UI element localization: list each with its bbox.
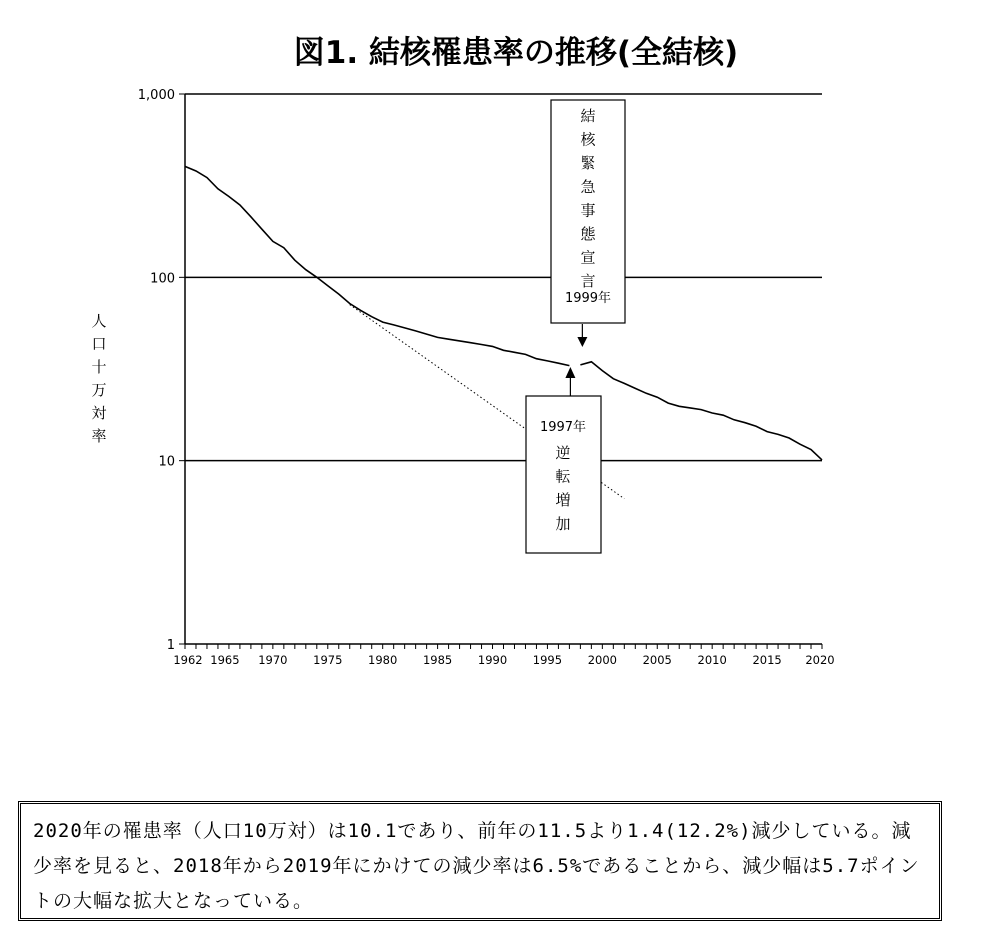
y-axis-label-char: 対: [91, 404, 107, 422]
annotation-1997-char: 加: [555, 514, 571, 533]
annotation-1999-arrow-head: [577, 337, 587, 347]
annotation-1999-char: 事: [580, 201, 596, 220]
annotation-1999-char: 態: [580, 225, 596, 243]
x-tick-label: 1975: [313, 653, 343, 667]
annotation-1997-year: 1997年: [539, 420, 587, 435]
incidence-line-1: [185, 166, 569, 365]
gridlines: [179, 94, 822, 649]
y-tick-label: 10: [158, 454, 175, 470]
y-axis-label-char: 口: [91, 335, 107, 353]
y-axis-label-char: 十: [91, 358, 107, 376]
incidence-line-2: [580, 362, 822, 460]
annotation-1999-char: 宣: [580, 248, 596, 267]
chart-title: 図1. 結核罹患率の推移(全結核): [293, 35, 739, 71]
y-tick-labels: [138, 88, 175, 653]
annotation-1999-char: 緊: [580, 154, 596, 173]
x-tick-label: 1962: [173, 653, 203, 667]
annotation-1999-char: 結: [580, 107, 596, 125]
x-tick-label: 2000: [587, 653, 617, 667]
x-tick-label: 1995: [532, 653, 563, 667]
annotation-1997-arrow-head: [565, 367, 575, 378]
annotations: [526, 100, 625, 553]
x-tick-label: 1980: [368, 653, 398, 667]
x-tick-label: 2020: [805, 653, 835, 667]
y-axis-label: [91, 312, 106, 445]
y-axis-label-char: 人: [91, 312, 107, 330]
x-tick-labels: [173, 653, 834, 667]
x-tick-label: 1965: [210, 653, 240, 667]
x-tick-label: 2015: [752, 653, 782, 667]
y-tick-label: 100: [150, 271, 175, 287]
x-tick-label: 1985: [422, 653, 453, 667]
annotation-1997-char: 増: [555, 491, 571, 510]
series-lines: [185, 166, 822, 498]
annotation-1997-char: 逆: [555, 444, 571, 462]
note-box: [18, 801, 942, 921]
x-tick-label: 2010: [697, 653, 727, 667]
x-tick-label: 2005: [642, 653, 672, 667]
y-axis-label-char: 率: [91, 427, 107, 445]
y-axis-label-char: 万: [91, 381, 107, 399]
annotation-1997-char: 転: [555, 467, 571, 486]
x-tick-label: 1970: [258, 653, 288, 667]
annotation-1999-char: 急: [580, 177, 596, 196]
annotation-1999-year: 1999年: [564, 291, 612, 306]
y-tick-label: 1,000: [137, 88, 175, 103]
x-tick-label: 1990: [477, 653, 508, 667]
y-tick-label: 1: [166, 638, 175, 653]
annotation-1999-char: 核: [580, 130, 596, 149]
annotation-1999-char: 言: [580, 272, 596, 291]
note-text: 2020年の罹患率（人口10万対）は10.1であり、前年の11.5より1.4(12.2%)減少している。減少率を見ると、2018年から2019年にかけての減少率は6.5%であることから、減少幅は5.7ポイントの大幅な拡大となっている。: [33, 820, 920, 912]
